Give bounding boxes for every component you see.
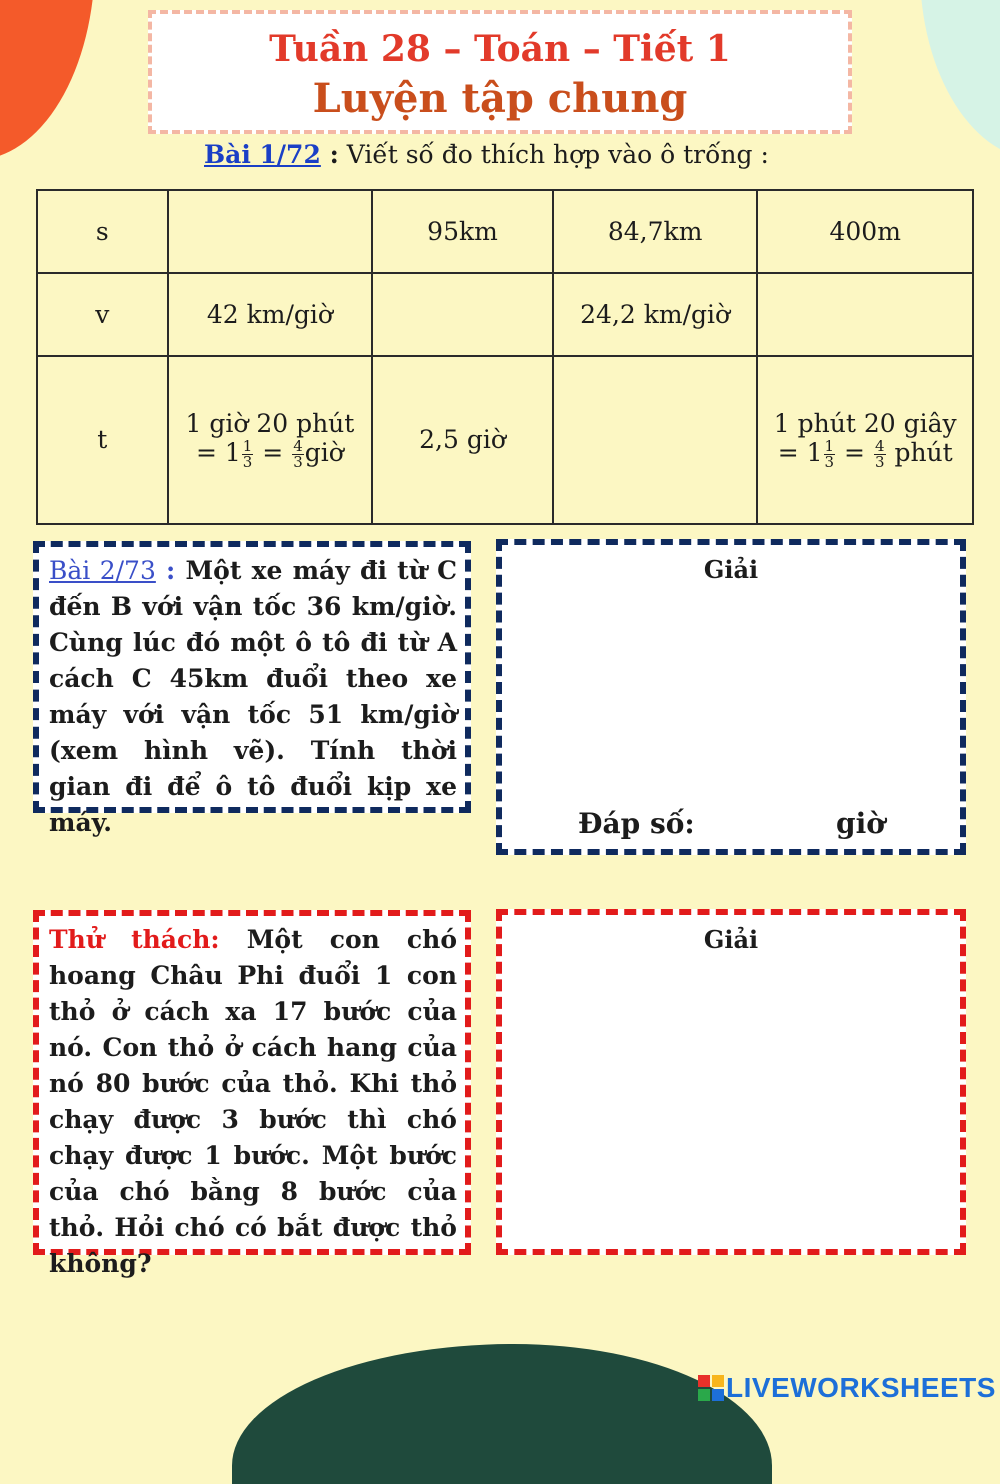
cell-t-1 xyxy=(168,356,373,524)
cell-t-4 xyxy=(757,356,973,524)
cell-v-3: 24,2 km/giờ xyxy=(553,273,758,356)
cell-t-4-prefix: = 1 xyxy=(777,438,823,468)
bai2-colon: : xyxy=(155,556,176,585)
decorative-blob-top-right xyxy=(920,0,1000,160)
cell-t-4-unit: phút xyxy=(894,438,953,468)
bai2-answer-unit: giờ xyxy=(836,807,885,840)
fraction-numerator: 4 xyxy=(293,437,303,456)
answer-cell-t-3[interactable] xyxy=(553,356,758,524)
cell-t-4-line2 xyxy=(758,438,972,470)
row-label-s: s xyxy=(37,190,168,273)
cell-t-1-line2 xyxy=(169,438,372,470)
bai2-answer-label: Đáp số: xyxy=(578,807,695,840)
answer-cell-v-2[interactable] xyxy=(372,273,553,356)
fraction-numerator: 1 xyxy=(242,437,253,456)
fraction-denominator: 3 xyxy=(293,453,303,472)
bai2-text: Một xe máy đi từ C đến B với vận tốc 36 km/giờ. Cùng lúc đó một ô tô đi từ A cách C 45km đuổi theo xe máy với vận tốc 51 km/giờ (xem hình vẽ). Tính thời gian đi để ô tô đuổi kịp xe máy. xyxy=(49,556,457,837)
cell-s-2: 95km xyxy=(372,190,553,273)
bai2-answer-input[interactable] xyxy=(707,809,831,845)
fraction-numerator: 1 xyxy=(824,437,835,456)
answer-cell-v-4[interactable] xyxy=(757,273,973,356)
cell-t-2: 2,5 giờ xyxy=(372,356,553,524)
bai1-link[interactable]: Bài 1/72 xyxy=(204,140,321,169)
page-subtitle: Luyện tập chung xyxy=(312,75,688,122)
fraction-four-thirds xyxy=(874,439,886,470)
cell-s-4: 400m xyxy=(757,190,973,273)
cell-t-1-unit: giờ xyxy=(304,438,344,468)
fraction-one-third xyxy=(824,439,836,470)
bai2-link[interactable]: Bài 2/73 xyxy=(49,556,156,585)
row-label-v: v xyxy=(37,273,168,356)
bai1-heading xyxy=(204,140,769,169)
fraction-four-thirds xyxy=(292,439,304,470)
challenge-label: Thử thách: xyxy=(49,925,220,954)
cell-t-1-line1: 1 giờ 20 phút xyxy=(185,409,355,439)
answer-cell-s-1[interactable] xyxy=(168,190,373,273)
page-title: Tuần 28 – Toán – Tiết 1 xyxy=(269,28,731,70)
bai1-colon: : xyxy=(320,140,339,169)
bai2-problem-box xyxy=(33,541,471,837)
decorative-blob-top-left xyxy=(0,0,95,160)
cell-s-3: 84,7km xyxy=(553,190,758,273)
challenge-problem-box xyxy=(33,910,471,1278)
fraction-denominator: 3 xyxy=(874,453,885,472)
liveworksheets-logo-icon xyxy=(698,1375,724,1401)
table-row-v xyxy=(37,273,973,356)
bai2-solution-box[interactable] xyxy=(496,539,966,855)
equals-sign: = xyxy=(844,438,865,468)
cell-v-1: 42 km/giờ xyxy=(168,273,373,356)
title-box xyxy=(148,10,852,134)
logo-text: LIVEWORKSHEETS xyxy=(726,1372,996,1403)
fraction-denominator: 3 xyxy=(242,453,253,472)
cell-t-4-line1: 1 phút 20 giây xyxy=(773,409,957,439)
challenge-solution-box[interactable] xyxy=(496,909,966,1255)
row-label-t: t xyxy=(37,356,168,524)
equals-sign: = xyxy=(262,438,284,468)
cell-t-1-prefix: = 1 xyxy=(195,438,241,468)
speed-table xyxy=(36,189,974,525)
fraction-numerator: 4 xyxy=(874,437,885,456)
challenge-solution-title: Giải xyxy=(703,925,759,954)
bai2-solution-title: Giải xyxy=(703,555,759,584)
table-row-t xyxy=(37,356,973,524)
decorative-blob-bottom xyxy=(232,1344,772,1484)
fraction-one-third xyxy=(242,439,254,470)
bai1-instruction: Viết số đo thích hợp vào ô trống : xyxy=(338,140,769,169)
table-row-s xyxy=(37,190,973,273)
fraction-denominator: 3 xyxy=(824,453,835,472)
liveworksheets-logo[interactable] xyxy=(698,1372,996,1404)
challenge-text: Một con chó hoang Châu Phi đuổi 1 con thỏ ở cách xa 17 bước của nó. Con thỏ ở cách hang của nó 80 bước của thỏ. Khi thỏ chạy được 3 bước thì chó chạy được 1 bước. Một bước của chó bằng 8 bước của thỏ. Hỏi chó có bắt được thỏ không? xyxy=(49,925,457,1278)
